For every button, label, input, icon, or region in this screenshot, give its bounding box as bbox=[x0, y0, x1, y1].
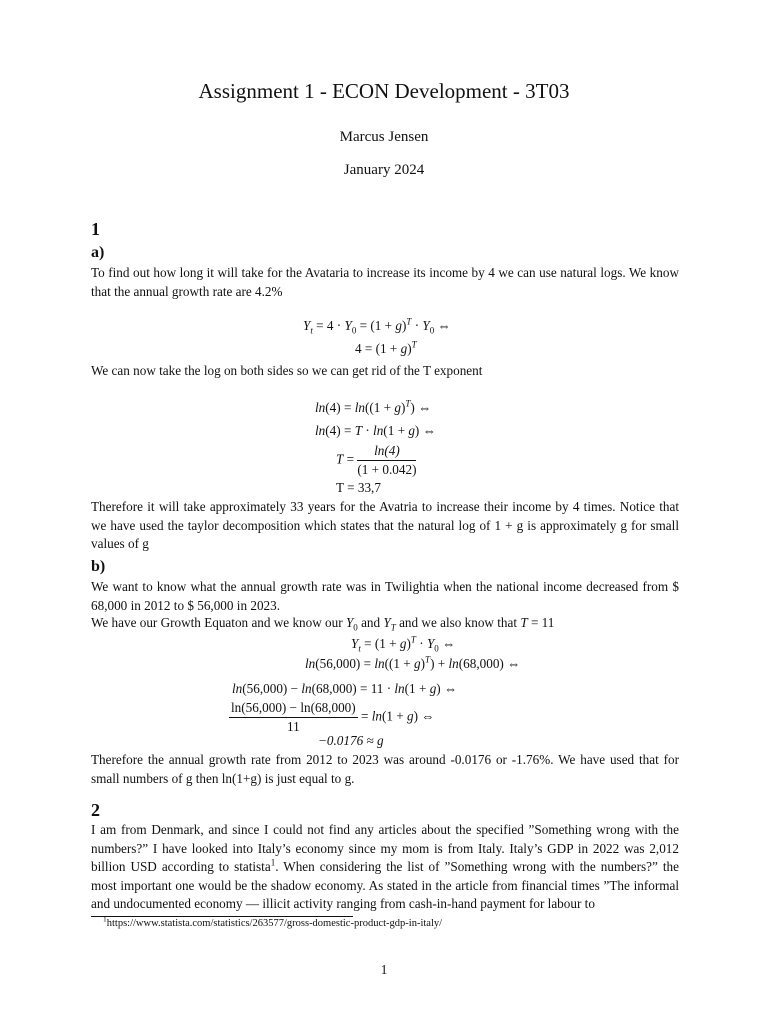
footnote-url: https://www.statista.com/statistics/263577/gross-domestic-product-gdp-in-italy/ bbox=[106, 918, 443, 929]
footnote-marker: 1 bbox=[270, 857, 276, 868]
fraction-b-numerator: ln(56,000) − ln(68,000) bbox=[229, 700, 358, 718]
equation-log-2: ln(4) = T · ln(1 + g) ⇔ bbox=[315, 423, 436, 438]
fraction-b-denominator: 11 bbox=[286, 719, 300, 734]
subsection-a-intro: To find out how long it will take for the Avataria to increase its income by 4 we can use natural logs. We know that the annual growth rate are 4.2% bbox=[91, 265, 679, 299]
equation-b-4: $\frac{\ln(56,000) - \ln(68,000)}{11}$ = ln(1 + g) ⇔ bbox=[231, 700, 435, 734]
author-name: Marcus Jensen bbox=[339, 129, 429, 145]
fraction-denominator: (1 + 0.042) bbox=[357, 462, 417, 477]
subsection-b-heading: b) bbox=[91, 558, 106, 575]
footnote bbox=[103, 914, 443, 929]
growth-equation-note: We have our Growth Equaton and we know our $Y_0$ and $Y_T$ and we also know that T = 11 bbox=[91, 615, 555, 633]
equation-four: $4 = (1 + g)^T$ bbox=[355, 339, 417, 356]
page-number: 1 bbox=[380, 962, 388, 977]
equation-b-1: $Y_t = (1 + g)^T \cdot Y_0$ ⇔ bbox=[351, 634, 456, 654]
section-2-text-1: I am from Denmark, and since I could not find any articles about the specified ”Something wrong with the numbers?” I have looked into Italy’s economy since my mom is from Italy. Italy’s GDP in 2022 was 2,012 billion USD according to statista bbox=[91, 822, 679, 874]
equation-t-result: T = 33,7 bbox=[336, 480, 381, 495]
subsection-b-conclusion: Therefore the annual growth rate from 2012 to 2023 was around -0.0176 or -1.76%. We have used that for small numbers of g then ln(1+g) is just equal to g. bbox=[91, 752, 679, 786]
footnote-rule bbox=[91, 916, 353, 917]
section-2-heading: 2 bbox=[91, 800, 100, 820]
equation-growth: $Y_t = 4 \cdot Y_0 = (1 + g)^T \cdot Y_0$ ⇔ bbox=[303, 316, 451, 336]
subsection-b-intro: We want to know what the annual growth rate was in Twilightia when the national income decreased from $ 68,000 in 2012 to $ 56,000 in 2023. bbox=[91, 579, 679, 613]
equation-b-result: −0.0176 ≈ g bbox=[318, 733, 384, 748]
subsection-a-heading: a) bbox=[91, 244, 105, 261]
equation-log-1: $\ln(4) = \ln((1 + g)^T)$ ⇔ bbox=[315, 398, 432, 415]
section-2-text-2: . When considering the list of ”Something wrong with the numbers?” the most important one would be the shadow economy. As stated in the article from financial times ”The informal and undocumented economy — illicit activity ranging from cash-in-hand payment for labour to bbox=[91, 859, 679, 911]
footnote-number: 1 bbox=[103, 914, 107, 924]
equation-b-2: $\ln(56,000) = \ln((1 + g)^T) + \ln(68,000)$ ⇔ bbox=[305, 654, 521, 671]
subsection-a-log-text: We can now take the log on both sides so we can get rid of the T exponent bbox=[91, 363, 483, 378]
equation-b-3: ln(56,000) − ln(68,000) = 11 · ln(1 + g) ⇔ bbox=[232, 681, 458, 696]
fraction-numerator: ln(4) bbox=[357, 443, 416, 461]
document-date: January 2024 bbox=[343, 162, 425, 178]
equation-t-fraction: T = $\frac{\ln(4)}{(1 + 0.042)}$ bbox=[336, 443, 417, 477]
section-2-body bbox=[91, 821, 679, 914]
section-1-heading: 1 bbox=[91, 219, 100, 239]
subsection-a-conclusion: Therefore it will take approximately 33 years for the Avatria to increase their income by 4 times. Notice that we have used the taylor decomposition which states that the natural log of 1 + g is approximately g for small values of g bbox=[91, 499, 679, 551]
document-title: Assignment 1 - ECON Development - 3T03 bbox=[198, 79, 570, 103]
